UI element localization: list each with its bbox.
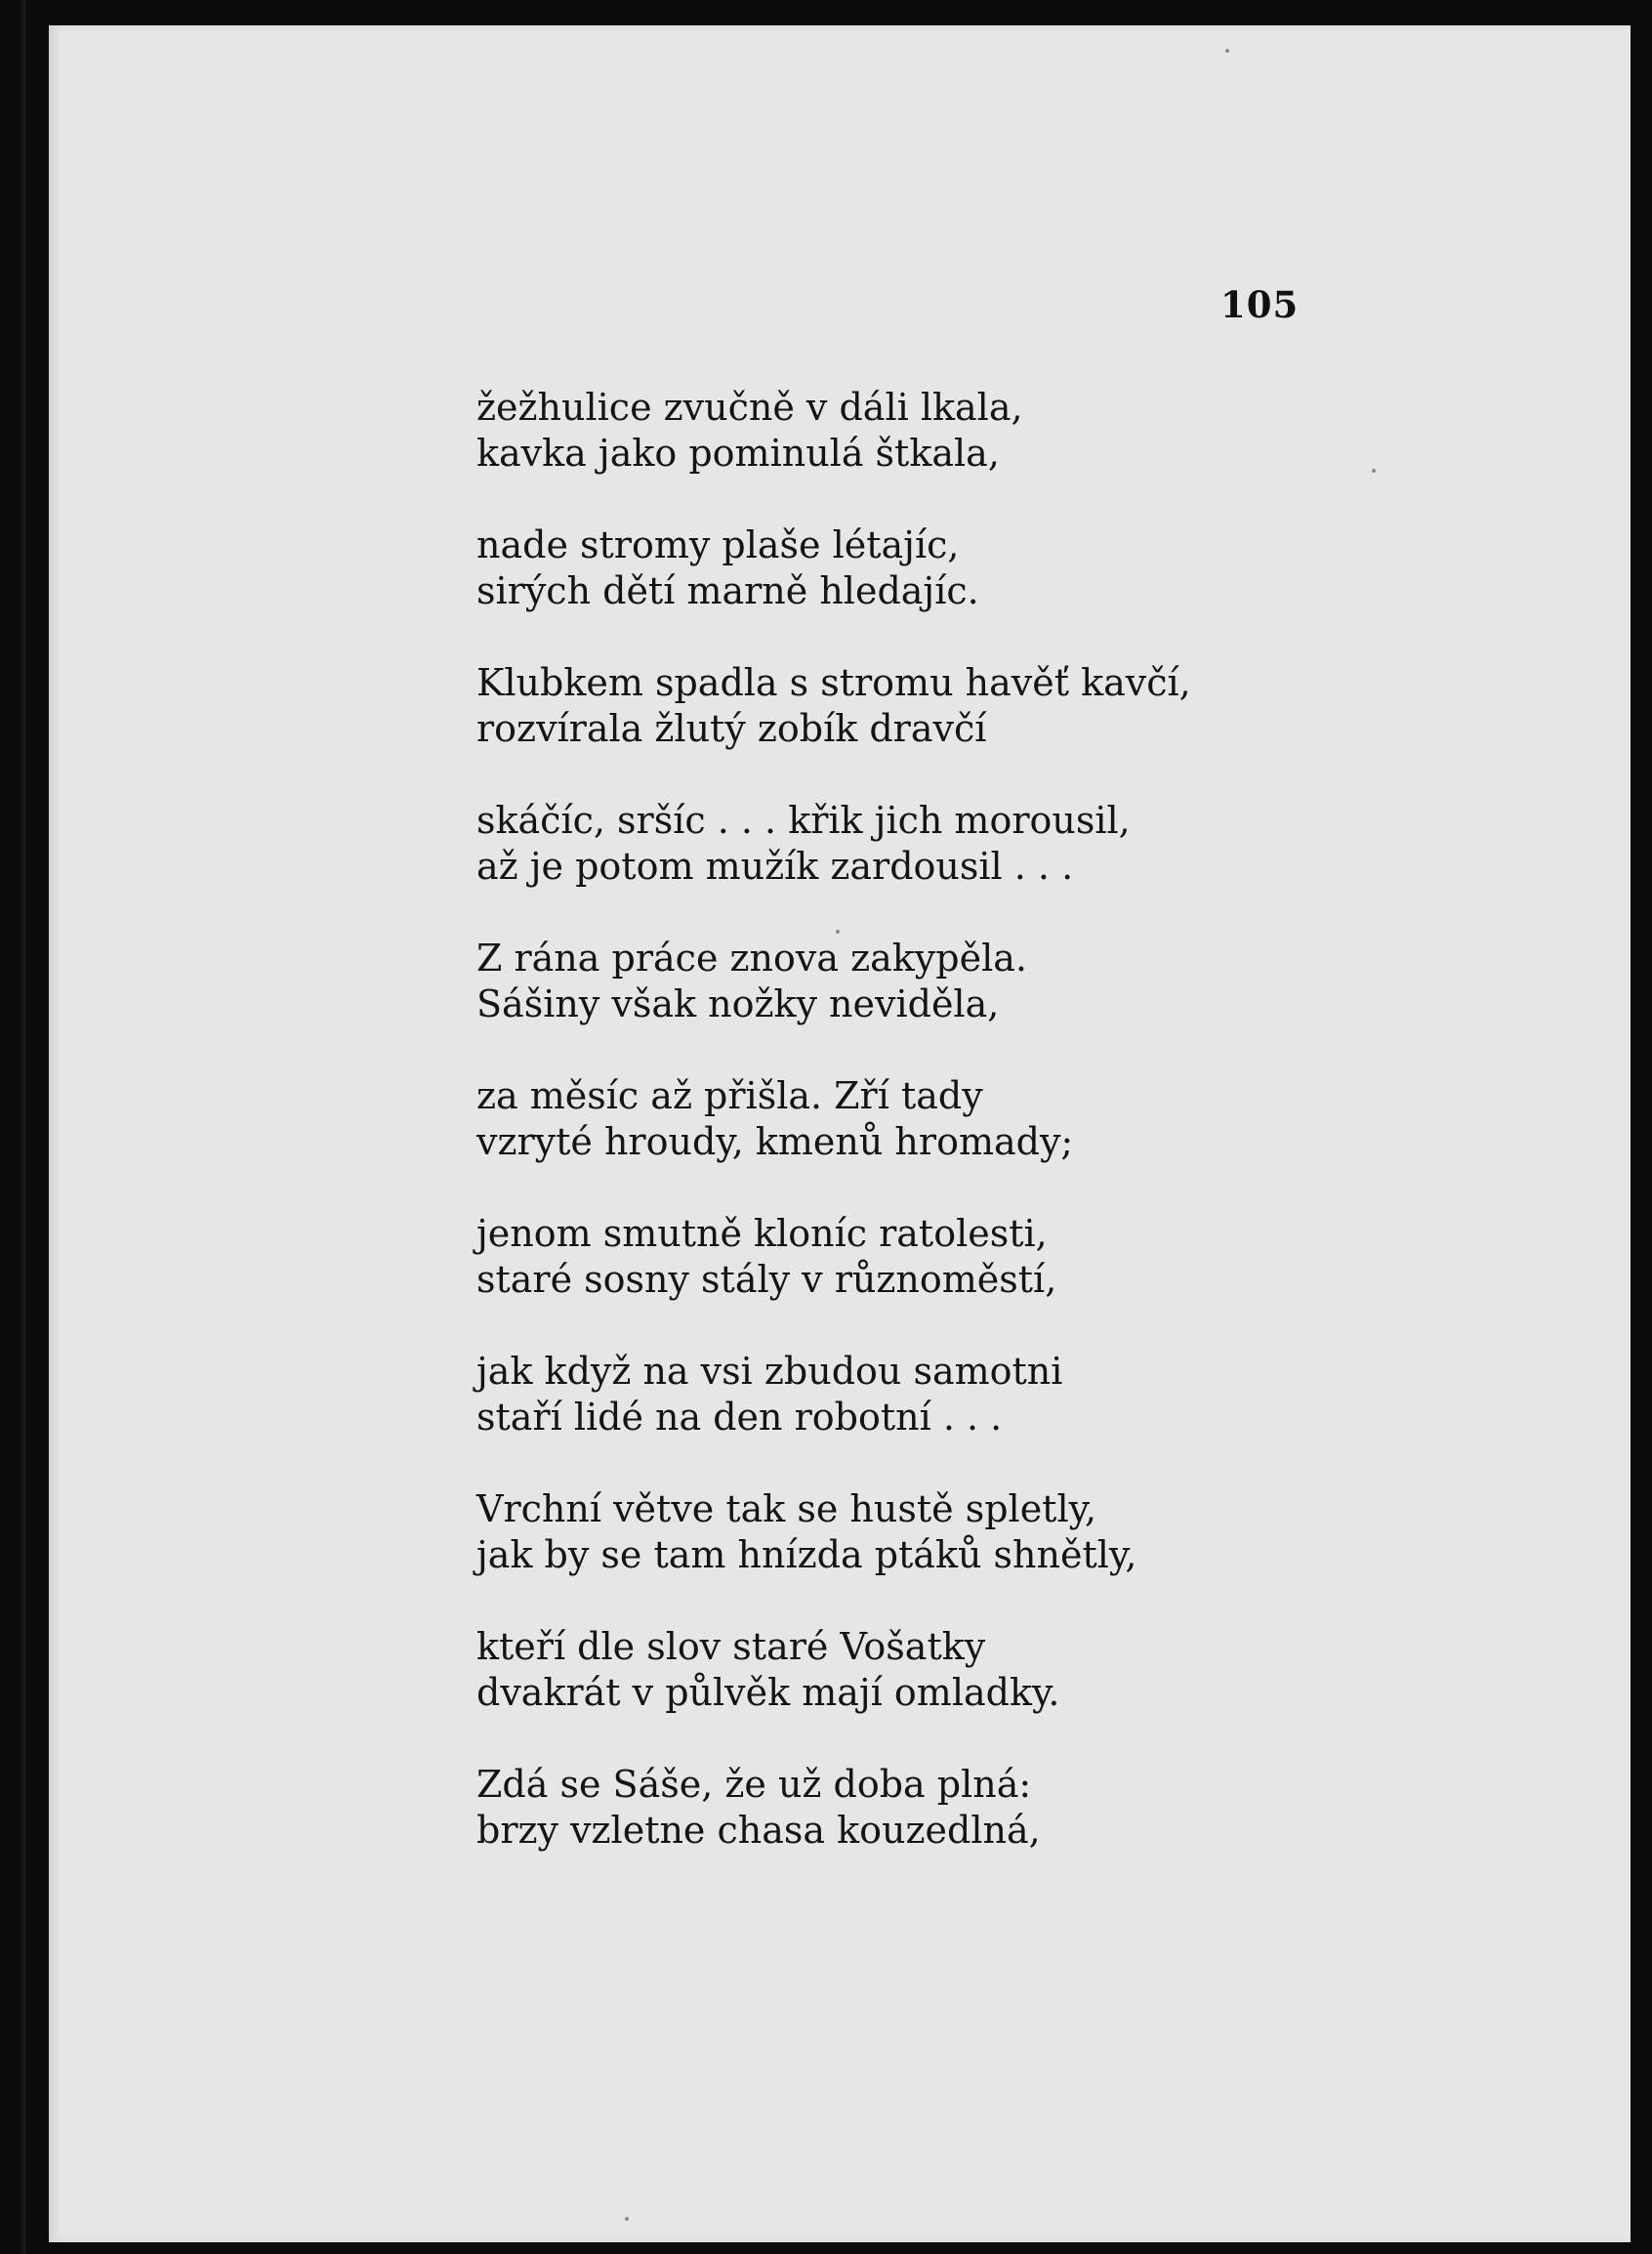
binding-edge — [21, 0, 26, 2254]
verse-line: za měsíc až přišla. Zří tady — [476, 1074, 983, 1117]
stanza — [476, 1762, 1550, 1899]
verse-line: Vrchní větve tak se hustě spletly, — [476, 1487, 1097, 1530]
stanza — [476, 1073, 1550, 1211]
verse-line: jak když na vsi zbudou samotni — [476, 1350, 1063, 1393]
verse-line: Z rána práce znova zakypěla. — [476, 937, 1027, 980]
verse-line: kteří dle slov staré Vošatky — [476, 1625, 986, 1668]
verse-line: staří lidé na den robotní . . . — [476, 1396, 1003, 1439]
stanza — [476, 1211, 1550, 1349]
stanza — [476, 1624, 1550, 1762]
poem-text — [476, 385, 1550, 1899]
verse-line: žežhulice zvučně v dáli lkala, — [476, 386, 1023, 429]
paper-speck — [1372, 469, 1376, 473]
verse-line: až je potom mužík zardousil . . . — [476, 845, 1074, 888]
stanza — [476, 1486, 1550, 1624]
paper-speck — [1225, 49, 1229, 53]
verse-line: brzy vzletne chasa kouzedlná, — [476, 1809, 1041, 1852]
verse-line: Klubkem spadla s stromu havěť kavčí, — [476, 661, 1191, 704]
page-number: 105 — [1220, 283, 1300, 326]
stanza — [476, 660, 1550, 798]
verse-line: sirých dětí marně hledajíc. — [476, 569, 979, 612]
verse-line: kavka jako pominulá štkala, — [476, 432, 1000, 475]
verse-line: jenom smutně kloníc ratolesti, — [476, 1212, 1048, 1255]
stanza — [476, 522, 1550, 660]
stanza — [476, 936, 1550, 1073]
verse-line: skáčíc, sršíc . . . křik jich morousil, — [476, 799, 1131, 842]
paper-speck — [836, 930, 840, 934]
stanza — [476, 1349, 1550, 1486]
verse-line: vzryté hroudy, kmenů hromady; — [476, 1120, 1074, 1163]
verse-line: staré sosny stály v různoměstí, — [476, 1258, 1057, 1301]
verse-line: Sášiny však nožky neviděla, — [476, 982, 1000, 1025]
verse-line: nade stromy plaše létajíc, — [476, 523, 960, 566]
verse-line: jak by se tam hnízda ptáků shnětly, — [476, 1533, 1137, 1576]
stanza — [476, 385, 1550, 522]
verse-line: Zdá se Sáše, že už doba plná: — [476, 1763, 1032, 1806]
verse-line: dvakrát v půlvěk mají omladky. — [476, 1671, 1060, 1714]
paper-speck — [625, 2217, 629, 2221]
stanza — [476, 798, 1550, 936]
verse-line: rozvírala žlutý zobík dravčí — [476, 707, 987, 750]
